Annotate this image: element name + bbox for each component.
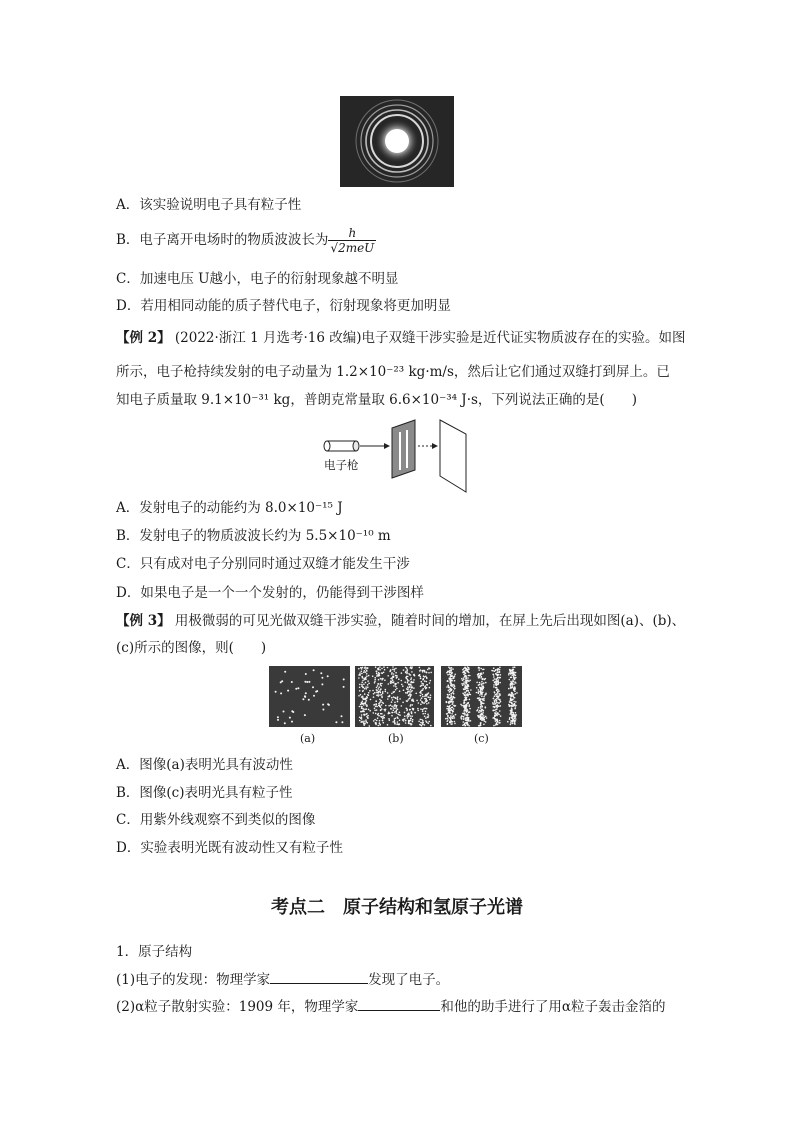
full-fringes-image <box>441 666 522 727</box>
q1-option-c: C．加速电压 U越小，电子的衍射现象越不明显 <box>116 271 399 287</box>
ex3-line1-text: 用极微弱的可见光做双缝干涉实验，随着时间的增加，在屏上先后出现如图(a)、(b)、 <box>170 613 686 629</box>
formula-denominator: √2meU <box>330 241 375 255</box>
double-slit-apparatus-figure <box>320 416 470 494</box>
ex3-line1 <box>116 611 685 631</box>
ex3-option-b: B．图像(c)表明光具有粒子性 <box>116 785 293 801</box>
alpha-scattering-line <box>116 996 666 1017</box>
ex3-option-a: A．图像(a)表明光具有波动性 <box>116 757 293 773</box>
atomic-structure-item: 1．原子结构 <box>116 944 193 960</box>
q1-option-b-text: B．电子离开电场时的物质波波长为 <box>116 232 329 248</box>
q1-option-d: D．若用相同动能的质子替代电子，衍射现象将更加明显 <box>116 298 451 314</box>
q1-option-a: A．该实验说明电子具有粒子性 <box>116 197 302 213</box>
ex2-line1 <box>116 328 686 348</box>
ex2-line2: 所示，电子枪持续发射的电子动量为 1.2×10⁻²³ kg·m/s，然后让它们通过双缝打到屏上。已 <box>116 364 670 380</box>
ex3-line2: (c)所示的图像，则( ) <box>116 640 267 656</box>
diffraction-ring-figure <box>340 96 454 187</box>
fill-blank-1[interactable] <box>270 969 368 984</box>
ex2-tag: 【例 2】 <box>116 330 171 346</box>
interference-image-b <box>355 666 434 727</box>
caption-b: (b) <box>388 732 404 745</box>
interference-image-a <box>269 666 350 727</box>
caption-c: (c) <box>474 732 489 745</box>
interference-image-c <box>441 666 522 727</box>
electron-gun-label: 电子枪 <box>324 458 359 472</box>
alpha-scattering-text: (2)α粒子散射实验：1909 年，物理学家 <box>116 999 359 1015</box>
caption-a: (a) <box>300 732 316 745</box>
partial-fringes-image <box>355 666 434 727</box>
q1-option-b <box>116 226 376 255</box>
ex2-line3: 知电子质量取 9.1×10⁻³¹ kg，普朗克常量取 6.6×10⁻³⁴ J·s，下列说法正确的是( ) <box>116 392 637 408</box>
alpha-scattering-tail: 和他的助手进行了用α粒子轰击金箔的 <box>440 999 666 1015</box>
ex2-option-d: D．如果电子是一个一个发射的，仍能得到干涉图样 <box>116 585 424 601</box>
electron-discovery-text: (1)电子的发现：物理学家 <box>116 972 271 988</box>
ex3-option-d: D．实验表明光既有波动性又有粒子性 <box>116 840 343 856</box>
formula-numerator: h <box>328 226 376 241</box>
ex3-option-c: C．用紫外线观察不到类似的图像 <box>116 812 316 828</box>
fill-blank-2[interactable] <box>358 996 440 1011</box>
electron-discovery-line <box>116 969 449 990</box>
wavelength-formula <box>328 226 376 255</box>
ex2-option-b: B．发射电子的物质波波长约为 5.5×10⁻¹⁰ m <box>116 528 391 544</box>
section-heading: 考点二 原子结构和氢原子光谱 <box>271 897 523 918</box>
ex2-line1-text: (2022·浙江 1 月选考·16 改编)电子双缝干涉实验是近代证实物质波存在的实验。如图 <box>170 330 686 346</box>
ex3-tag: 【例 3】 <box>116 613 171 629</box>
sparse-dots-image <box>269 666 350 727</box>
electron-discovery-tail: 发现了电子。 <box>368 972 450 988</box>
ex2-option-c: C．只有成对电子分别同时通过双缝才能发生干涉 <box>116 556 410 572</box>
ex2-option-a: A．发射电子的动能约为 8.0×10⁻¹⁵ J <box>116 500 343 516</box>
